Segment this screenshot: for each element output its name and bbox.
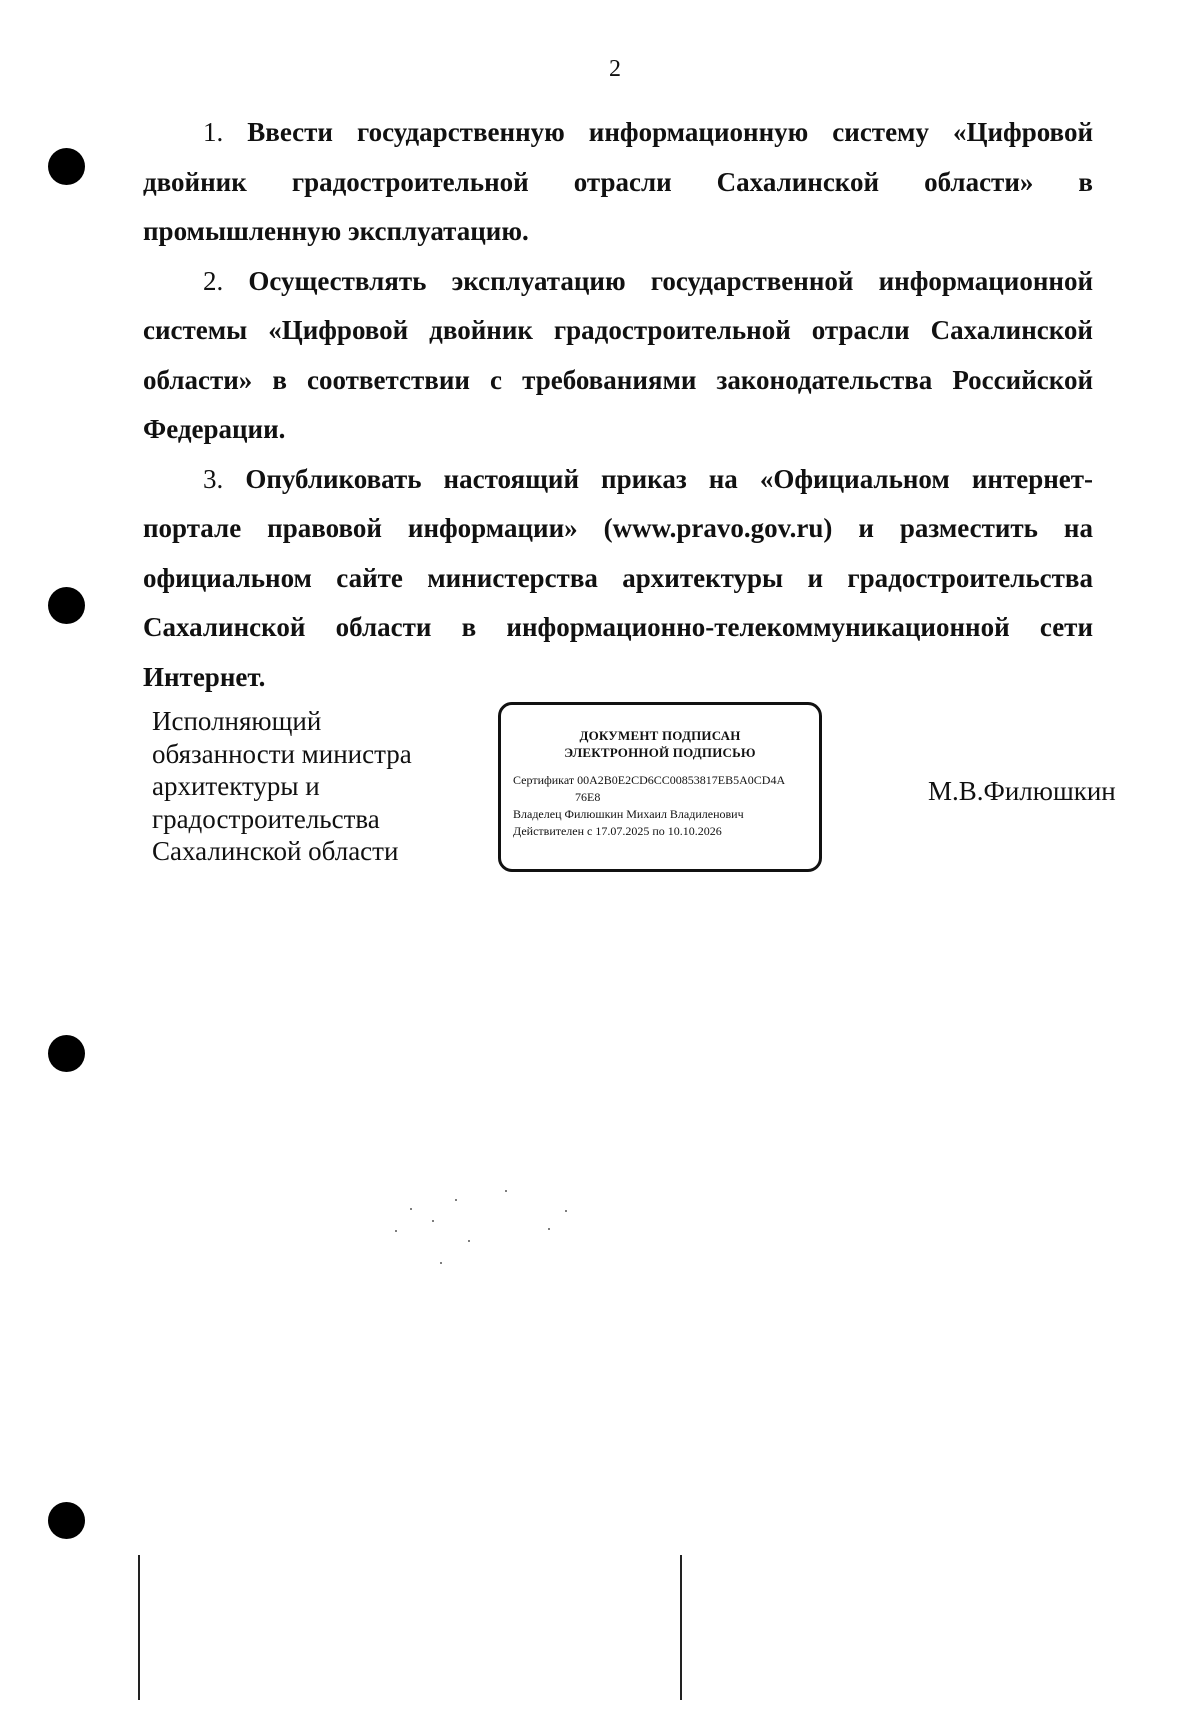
stamp-certificate: Сертификат 00A2B0E2CD6CC00853817EB5A0CD4A: [513, 773, 786, 787]
paragraph-3: [143, 455, 1093, 703]
position-line: Сахалинской области: [152, 836, 399, 866]
binder-hole: [48, 1502, 85, 1539]
position-line: градостроительства: [152, 803, 380, 834]
document-body: [143, 108, 1093, 702]
scan-speck: [548, 1228, 550, 1230]
stamp-title: ЭЛЕКТРОННОЙ ПОДПИСЬЮ: [564, 745, 756, 760]
page-number: 2: [609, 56, 621, 82]
binder-hole: [48, 1035, 85, 1072]
scan-speck: [468, 1240, 470, 1242]
paragraph-1: [143, 108, 1093, 257]
scan-line: [138, 1555, 140, 1700]
stamp-title: ДОКУМЕНТ ПОДПИСАН: [579, 728, 741, 743]
scan-speck: [505, 1190, 507, 1192]
paragraph-number: 1.: [203, 117, 248, 147]
electronic-signature-stamp: [498, 702, 822, 872]
position-line: архитектуры и: [152, 771, 320, 801]
binder-hole: [48, 587, 85, 624]
signer-name: М.В.Филюшкин: [928, 776, 1116, 806]
stamp-validity: Действителен с 17.07.2025 по 10.10.2026: [513, 824, 722, 838]
scan-speck: [440, 1262, 442, 1264]
paragraph-2: [143, 257, 1093, 455]
scan-speck: [432, 1220, 434, 1222]
scan-speck: [455, 1199, 457, 1201]
paragraph-number: 3.: [203, 463, 246, 494]
paragraph-number: 2.: [203, 265, 249, 296]
stamp-certificate-continued: 76E8: [575, 790, 601, 804]
binder-hole: [48, 148, 85, 185]
scan-speck: [565, 1210, 567, 1212]
paragraph-text: Ввести государственную информационную систему «Цифровой двойник градостроительной отрасли Сахалинской области» в промышленную эксплуатацию.: [143, 117, 1094, 246]
paragraph-text: Осуществлять эксплуатацию государственной информационной системы «Цифровой двойник градостроительной отрасли Сахалинской области» в соответствии с требованиями законодательства Российской Федерации.: [143, 265, 1094, 444]
signer-position: [152, 705, 412, 868]
scan-line: [680, 1555, 682, 1700]
position-line: Исполняющий: [152, 706, 322, 736]
position-line: обязанности министра: [152, 738, 412, 769]
scan-speck: [410, 1208, 412, 1210]
paragraph-text: Опубликовать настоящий приказ на «Официальном интернет-портале правовой информации» (www.pravo.gov.ru) и разместить на официальном сайте министерства архитектуры и градостроительства Сахалинской области в информационно-телекоммуникационной сети Интернет.: [143, 463, 1094, 692]
scan-speck: [395, 1230, 397, 1232]
stamp-owner: Владелец Филюшкин Михаил Владиленович: [513, 807, 744, 821]
